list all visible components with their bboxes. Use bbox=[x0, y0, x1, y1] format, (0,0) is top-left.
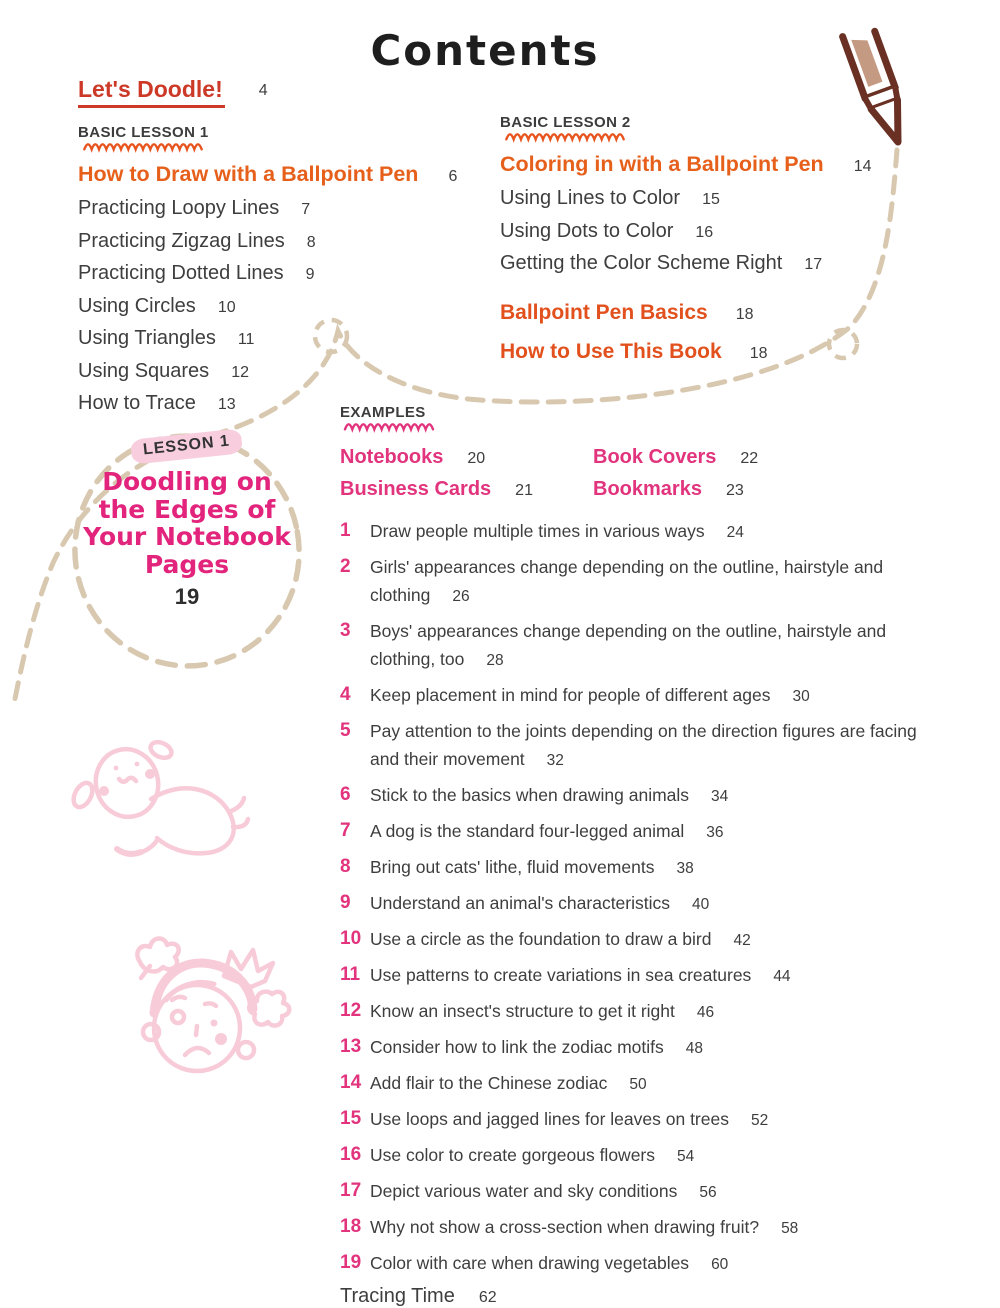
entry-text bbox=[370, 1177, 717, 1207]
page-number: 17 bbox=[804, 256, 823, 273]
entry-title: Consider how to link the zodiac motifs bbox=[370, 1037, 664, 1057]
page-number: 14 bbox=[853, 158, 872, 175]
toc-entry bbox=[340, 681, 925, 711]
page-number: 36 bbox=[706, 824, 724, 841]
squiggle-underline-icon bbox=[340, 422, 438, 433]
lesson-1-title bbox=[62, 468, 312, 578]
lesson-1-title-line: the Edges of bbox=[98, 494, 276, 524]
entry-text bbox=[370, 817, 723, 847]
entry-title: Pay attention to the joints depending on the direction figures are facing and their movement bbox=[370, 721, 917, 769]
toc-item bbox=[500, 294, 940, 334]
toc-entry bbox=[340, 1177, 925, 1207]
entry-text bbox=[370, 681, 810, 711]
item-label: Book Covers bbox=[593, 446, 717, 468]
page-number: 15 bbox=[702, 191, 720, 208]
toc-item bbox=[500, 216, 940, 249]
entry-number: 19 bbox=[340, 1252, 362, 1273]
entry-text bbox=[370, 617, 925, 675]
item-label: Using Squares bbox=[78, 359, 210, 382]
page-number: 8 bbox=[306, 233, 316, 251]
entry-title: Girls' appearances change depending on the outline, hairstyle and clothing bbox=[370, 557, 884, 605]
item-label: Tracing Time bbox=[340, 1285, 455, 1307]
basic-lesson-1-kicker: BASIC LESSON 1 bbox=[78, 124, 209, 141]
toc-item bbox=[78, 291, 493, 324]
entry-text bbox=[370, 889, 709, 919]
toc-entry bbox=[340, 1069, 925, 1099]
page-number: 52 bbox=[750, 1112, 769, 1129]
toc-item bbox=[340, 1285, 925, 1308]
toc-item bbox=[593, 474, 925, 506]
toc-item bbox=[78, 323, 493, 356]
item-label: Bookmarks bbox=[593, 478, 702, 500]
lesson-1-title-line: Doodling on bbox=[102, 467, 272, 496]
entry-title: Use loops and jagged lines for leaves on trees bbox=[370, 1109, 729, 1129]
page-number: 50 bbox=[629, 1076, 647, 1093]
basic-lesson-1-heading bbox=[78, 162, 493, 187]
toc-entry bbox=[340, 997, 925, 1027]
entry-number: 15 bbox=[340, 1108, 362, 1129]
toc-item bbox=[78, 258, 493, 291]
item-label: Using Dots to Color bbox=[500, 219, 674, 242]
page-number: 13 bbox=[217, 396, 236, 413]
lesson-1-badge: LESSON 1 bbox=[130, 428, 243, 464]
examples-kicker: EXAMPLES bbox=[340, 404, 426, 421]
page-number: 62 bbox=[478, 1289, 497, 1306]
page-number: 18 bbox=[735, 305, 754, 323]
entry-number: 10 bbox=[340, 928, 362, 949]
toc-entry bbox=[340, 853, 925, 883]
page-number: 58 bbox=[781, 1220, 799, 1237]
toc-item bbox=[500, 248, 940, 281]
toc-entry bbox=[340, 781, 925, 811]
page-number: 9 bbox=[305, 266, 315, 283]
page-number: 28 bbox=[486, 652, 504, 669]
page-number: 26 bbox=[452, 588, 470, 605]
entry-number: 18 bbox=[340, 1216, 362, 1237]
squiggle-underline-icon bbox=[500, 132, 630, 143]
entry-number: 13 bbox=[340, 1036, 362, 1057]
entry-title: Understand an animal's characteristics bbox=[370, 893, 671, 913]
heading-label: Coloring in with a Ballpoint Pen bbox=[500, 152, 824, 176]
item-label: Using Triangles bbox=[78, 327, 216, 349]
basic-lesson-1-column bbox=[78, 76, 493, 421]
entry-text bbox=[370, 853, 694, 883]
toc-entry bbox=[340, 517, 925, 547]
entry-title: Know an insect's structure to get it right bbox=[370, 1001, 675, 1021]
toc-entry bbox=[340, 817, 925, 847]
page-number: 34 bbox=[711, 788, 729, 805]
basic-lesson-2-items bbox=[500, 183, 940, 281]
entry-title: A dog is the standard four-legged animal bbox=[370, 821, 685, 841]
entry-title: Draw people multiple times in various ways bbox=[370, 521, 705, 541]
toc-item bbox=[78, 193, 493, 226]
item-label: Ballpoint Pen Basics bbox=[500, 300, 708, 324]
page-number: 30 bbox=[792, 688, 810, 705]
page-number: 46 bbox=[696, 1004, 715, 1021]
toc-entry bbox=[340, 1141, 925, 1171]
toc-entry bbox=[340, 717, 925, 775]
entry-text bbox=[370, 1249, 728, 1279]
basic-lesson-1-items bbox=[78, 193, 493, 421]
toc-entry bbox=[340, 1249, 925, 1279]
entry-title: Use a circle as the foundation to draw a bird bbox=[370, 929, 712, 949]
entry-text bbox=[370, 1069, 647, 1099]
basic-lesson-2-kicker: BASIC LESSON 2 bbox=[500, 114, 631, 131]
item-label: Practicing Zigzag Lines bbox=[78, 229, 285, 252]
page-number: 42 bbox=[733, 932, 751, 949]
page-number: 18 bbox=[749, 345, 768, 362]
page-number: 56 bbox=[699, 1184, 717, 1201]
item-label: Using Lines to Color bbox=[500, 187, 681, 209]
toc-item bbox=[340, 474, 593, 506]
entry-text bbox=[370, 1213, 798, 1243]
page-number: 21 bbox=[515, 482, 533, 499]
entry-number: 16 bbox=[340, 1144, 362, 1165]
girl-doodle bbox=[137, 938, 289, 1071]
basic-lesson-2-column bbox=[500, 114, 940, 373]
page-number: 6 bbox=[448, 168, 458, 185]
entry-title: Depict various water and sky conditions bbox=[370, 1181, 678, 1201]
item-label: Practicing Dotted Lines bbox=[78, 262, 284, 284]
item-label: How to Use This Book bbox=[500, 340, 722, 363]
page-number: 44 bbox=[773, 968, 791, 985]
entry-title: Use patterns to create variations in sea creatures bbox=[370, 965, 752, 985]
toc-item bbox=[78, 356, 493, 389]
lesson-1-title-line: Your Notebook bbox=[83, 522, 291, 551]
page-number: 60 bbox=[711, 1256, 729, 1273]
page-number: 24 bbox=[726, 524, 744, 541]
page-number: 38 bbox=[676, 860, 694, 877]
toc-entry bbox=[340, 925, 925, 955]
entry-number: 9 bbox=[340, 892, 351, 913]
page-number: 10 bbox=[217, 298, 236, 316]
item-label: Using Circles bbox=[78, 294, 196, 317]
item-label: Practicing Loopy Lines bbox=[78, 197, 280, 219]
entry-text bbox=[370, 781, 728, 811]
entry-number: 7 bbox=[340, 820, 351, 841]
entry-title: Stick to the basics when drawing animals bbox=[370, 785, 690, 805]
entry-text bbox=[370, 717, 925, 775]
toc-item bbox=[78, 226, 493, 259]
page-number: 19 bbox=[174, 584, 200, 609]
page-number: 20 bbox=[467, 450, 486, 467]
toc-item bbox=[500, 333, 940, 373]
toc-item bbox=[500, 183, 940, 216]
entry-text bbox=[370, 1105, 768, 1135]
entry-number: 4 bbox=[340, 684, 351, 705]
entry-number: 8 bbox=[340, 856, 351, 877]
squiggle-underline-icon bbox=[78, 142, 208, 153]
page-number: 23 bbox=[725, 482, 744, 499]
page-number: 11 bbox=[237, 331, 255, 348]
entry-text bbox=[370, 517, 744, 547]
item-label: Getting the Color Scheme Right bbox=[500, 252, 783, 274]
page-number: 40 bbox=[692, 896, 710, 913]
page-number: 12 bbox=[231, 363, 249, 381]
toc-entry bbox=[340, 617, 925, 675]
toc-item bbox=[593, 442, 925, 474]
toc-entry bbox=[340, 889, 925, 919]
item-label: Business Cards bbox=[340, 478, 492, 500]
toc-entry bbox=[340, 553, 925, 611]
entry-text bbox=[370, 1033, 703, 1063]
entry-text bbox=[370, 1141, 694, 1171]
entry-number: 6 bbox=[340, 784, 351, 805]
examples-section bbox=[340, 388, 925, 1308]
entry-number: 12 bbox=[340, 1000, 362, 1021]
standalone-sections bbox=[500, 294, 940, 373]
entry-number: 1 bbox=[340, 520, 351, 541]
page-number: 54 bbox=[677, 1148, 695, 1165]
entry-text bbox=[370, 997, 714, 1027]
entry-number: 5 bbox=[340, 720, 351, 741]
page-number: 48 bbox=[685, 1040, 703, 1057]
entry-text bbox=[370, 961, 791, 991]
item-label: How to Trace bbox=[78, 392, 196, 414]
entry-number: 3 bbox=[340, 620, 351, 641]
page-number: 7 bbox=[301, 201, 311, 218]
page-number: 4 bbox=[258, 82, 268, 99]
entry-number: 2 bbox=[340, 556, 351, 577]
lets-doodle-heading: Let's Doodle! bbox=[78, 76, 225, 108]
puppy-doodle bbox=[70, 739, 248, 854]
item-label: Notebooks bbox=[340, 446, 444, 468]
entry-title: Color with care when drawing vegetables bbox=[370, 1253, 690, 1273]
toc-entry bbox=[340, 961, 925, 991]
entry-number: 14 bbox=[340, 1072, 362, 1093]
entry-number: 17 bbox=[340, 1180, 362, 1201]
entry-title: Keep placement in mind for people of different ages bbox=[370, 685, 771, 705]
entry-title: Boys' appearances change depending on the outline, hairstyle and clothing, too bbox=[370, 621, 887, 669]
page-number: 22 bbox=[740, 450, 759, 467]
intro-row bbox=[78, 76, 493, 108]
lesson-1-title-line: Pages bbox=[144, 549, 230, 579]
toc-item bbox=[340, 442, 593, 474]
page-number: 16 bbox=[695, 223, 714, 241]
entry-title: Add flair to the Chinese zodiac bbox=[370, 1073, 608, 1093]
page-title: Contents bbox=[370, 26, 600, 75]
lesson-1-bubble bbox=[62, 434, 312, 610]
entry-text bbox=[370, 925, 751, 955]
basic-lesson-2-heading bbox=[500, 152, 940, 177]
entry-number: 11 bbox=[340, 964, 361, 985]
page-number: 32 bbox=[546, 752, 564, 769]
entry-title: Bring out cats' lithe, fluid movements bbox=[370, 857, 655, 877]
toc-entry bbox=[340, 1213, 925, 1243]
entry-text bbox=[370, 553, 925, 611]
entry-title: Why not show a cross-section when drawing fruit? bbox=[370, 1217, 760, 1237]
toc-entry bbox=[340, 1033, 925, 1063]
entry-title: Use color to create gorgeous flowers bbox=[370, 1145, 655, 1165]
example-links bbox=[340, 442, 925, 506]
toc-entry bbox=[340, 1105, 925, 1135]
heading-label: How to Draw with a Ballpoint Pen bbox=[78, 162, 419, 186]
numbered-entries bbox=[340, 517, 925, 1279]
